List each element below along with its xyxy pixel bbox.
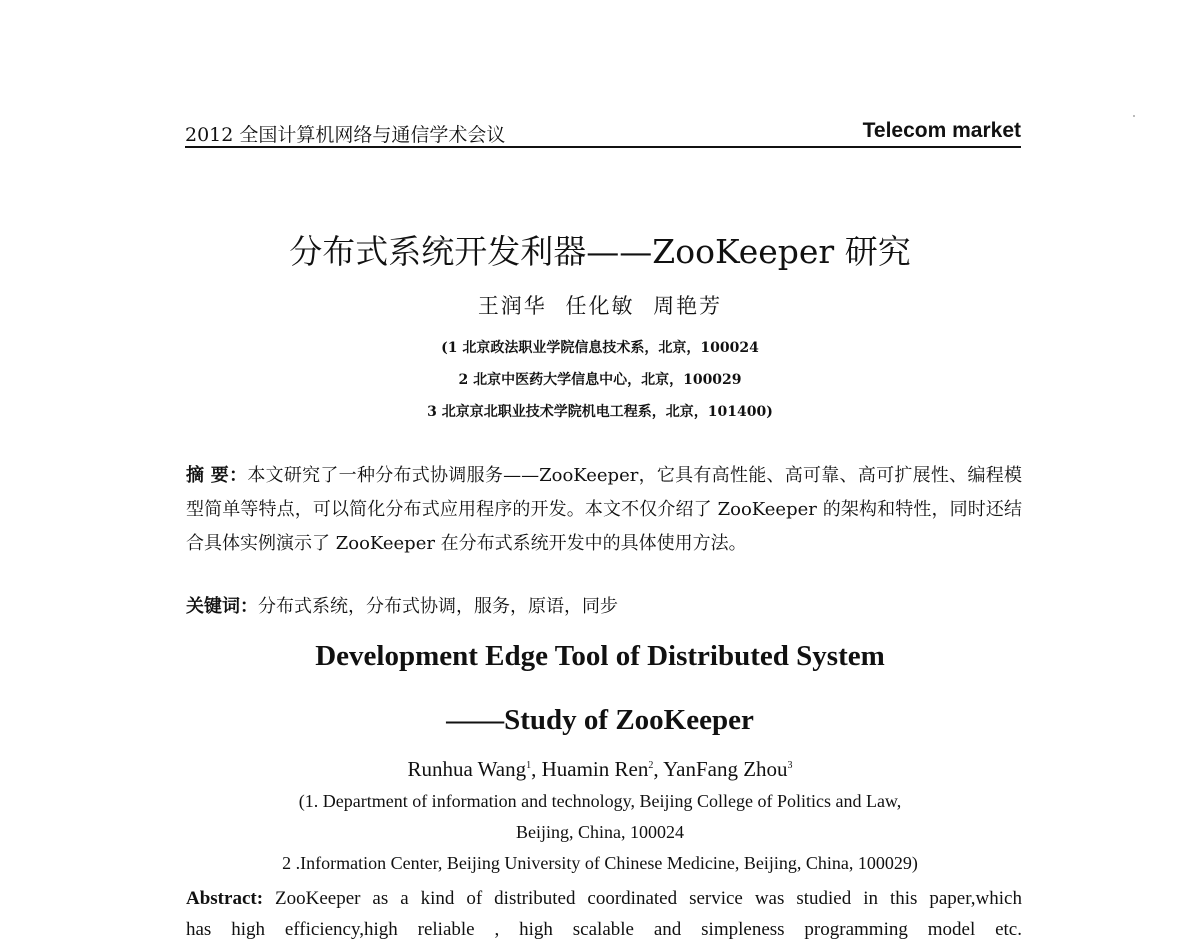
chinese-affiliation-1: (1 北京政法职业学院信息技术系，北京，100024	[441, 340, 759, 356]
english-abstract-line-1	[186, 883, 1022, 914]
author-affiliation-mark: 3	[787, 760, 793, 771]
chinese-abstract-label: 摘 要：	[186, 465, 248, 486]
chinese-affiliation-2: 2 北京中医药大学信息中心，北京，100029	[458, 372, 742, 388]
chinese-title: 分布式系统开发利器——ZooKeeper 研究	[289, 232, 911, 271]
english-affiliation-line-2: Beijing, China, 100024	[516, 822, 684, 842]
chinese-abstract-text: 本文研究了一种分布式协调服务——ZooKeeper，它具有高性能、高可靠、高可扩展性、编程模型简单等特点，可以简化分布式应用程序的开发。本文不仅介绍了 ZooKeeper 的架构和特性，同时还结合具体实例演示了 ZooKeeper 在分布式系统开发中的具体使用方法。	[186, 465, 1022, 554]
chinese-abstract	[186, 459, 1022, 561]
chinese-keywords	[186, 592, 618, 618]
english-abstract-text-1: ZooKeeper as a kind of distributed coordinated service was studied in this paper,which	[263, 888, 1022, 909]
english-affiliation-line-1: (1. Department of information and technology, Beijing College of Politics and Law,	[298, 791, 902, 811]
english-abstract-text-2: has high efficiency,high reliable , high scalable and simpleness programming model etc.	[186, 919, 1022, 940]
english-title-line-2: ——Study of ZooKeeper	[446, 704, 754, 736]
scan-speck	[1133, 115, 1135, 117]
chinese-affiliation-3: 3 北京京北职业技术学院机电工程系，北京，101400)	[427, 404, 773, 420]
english-affiliation-line-3: 2 .Information Center, Beijing University of Chinese Medicine, Beijing, China, 100029)	[282, 853, 918, 873]
english-abstract-label: Abstract:	[186, 888, 264, 909]
english-authors: Runhua Wang$^1$, Huamin Ren$^2$, YanFang Zhou$^3$	[407, 757, 793, 781]
journal-name: Telecom market	[862, 119, 1021, 142]
conference-name: 2012 全国计算机网络与通信学术会议	[185, 124, 506, 146]
author-name: YanFang Zhou	[663, 757, 788, 781]
chinese-keywords-label: 关键词：	[186, 596, 258, 617]
author-affiliation-mark: 1	[526, 760, 532, 771]
english-title-line-1: Development Edge Tool of Distributed System	[315, 640, 885, 672]
author-affiliation-mark: 2	[648, 760, 654, 771]
chinese-keywords-text: 分布式系统，分布式协调，服务，原语，同步	[258, 596, 618, 617]
author-name: Runhua Wang	[407, 757, 527, 781]
chinese-authors: 王润华 任化敏 周艳芳	[477, 294, 723, 318]
author-name: Huamin Ren	[541, 757, 649, 781]
running-header	[185, 118, 1021, 148]
